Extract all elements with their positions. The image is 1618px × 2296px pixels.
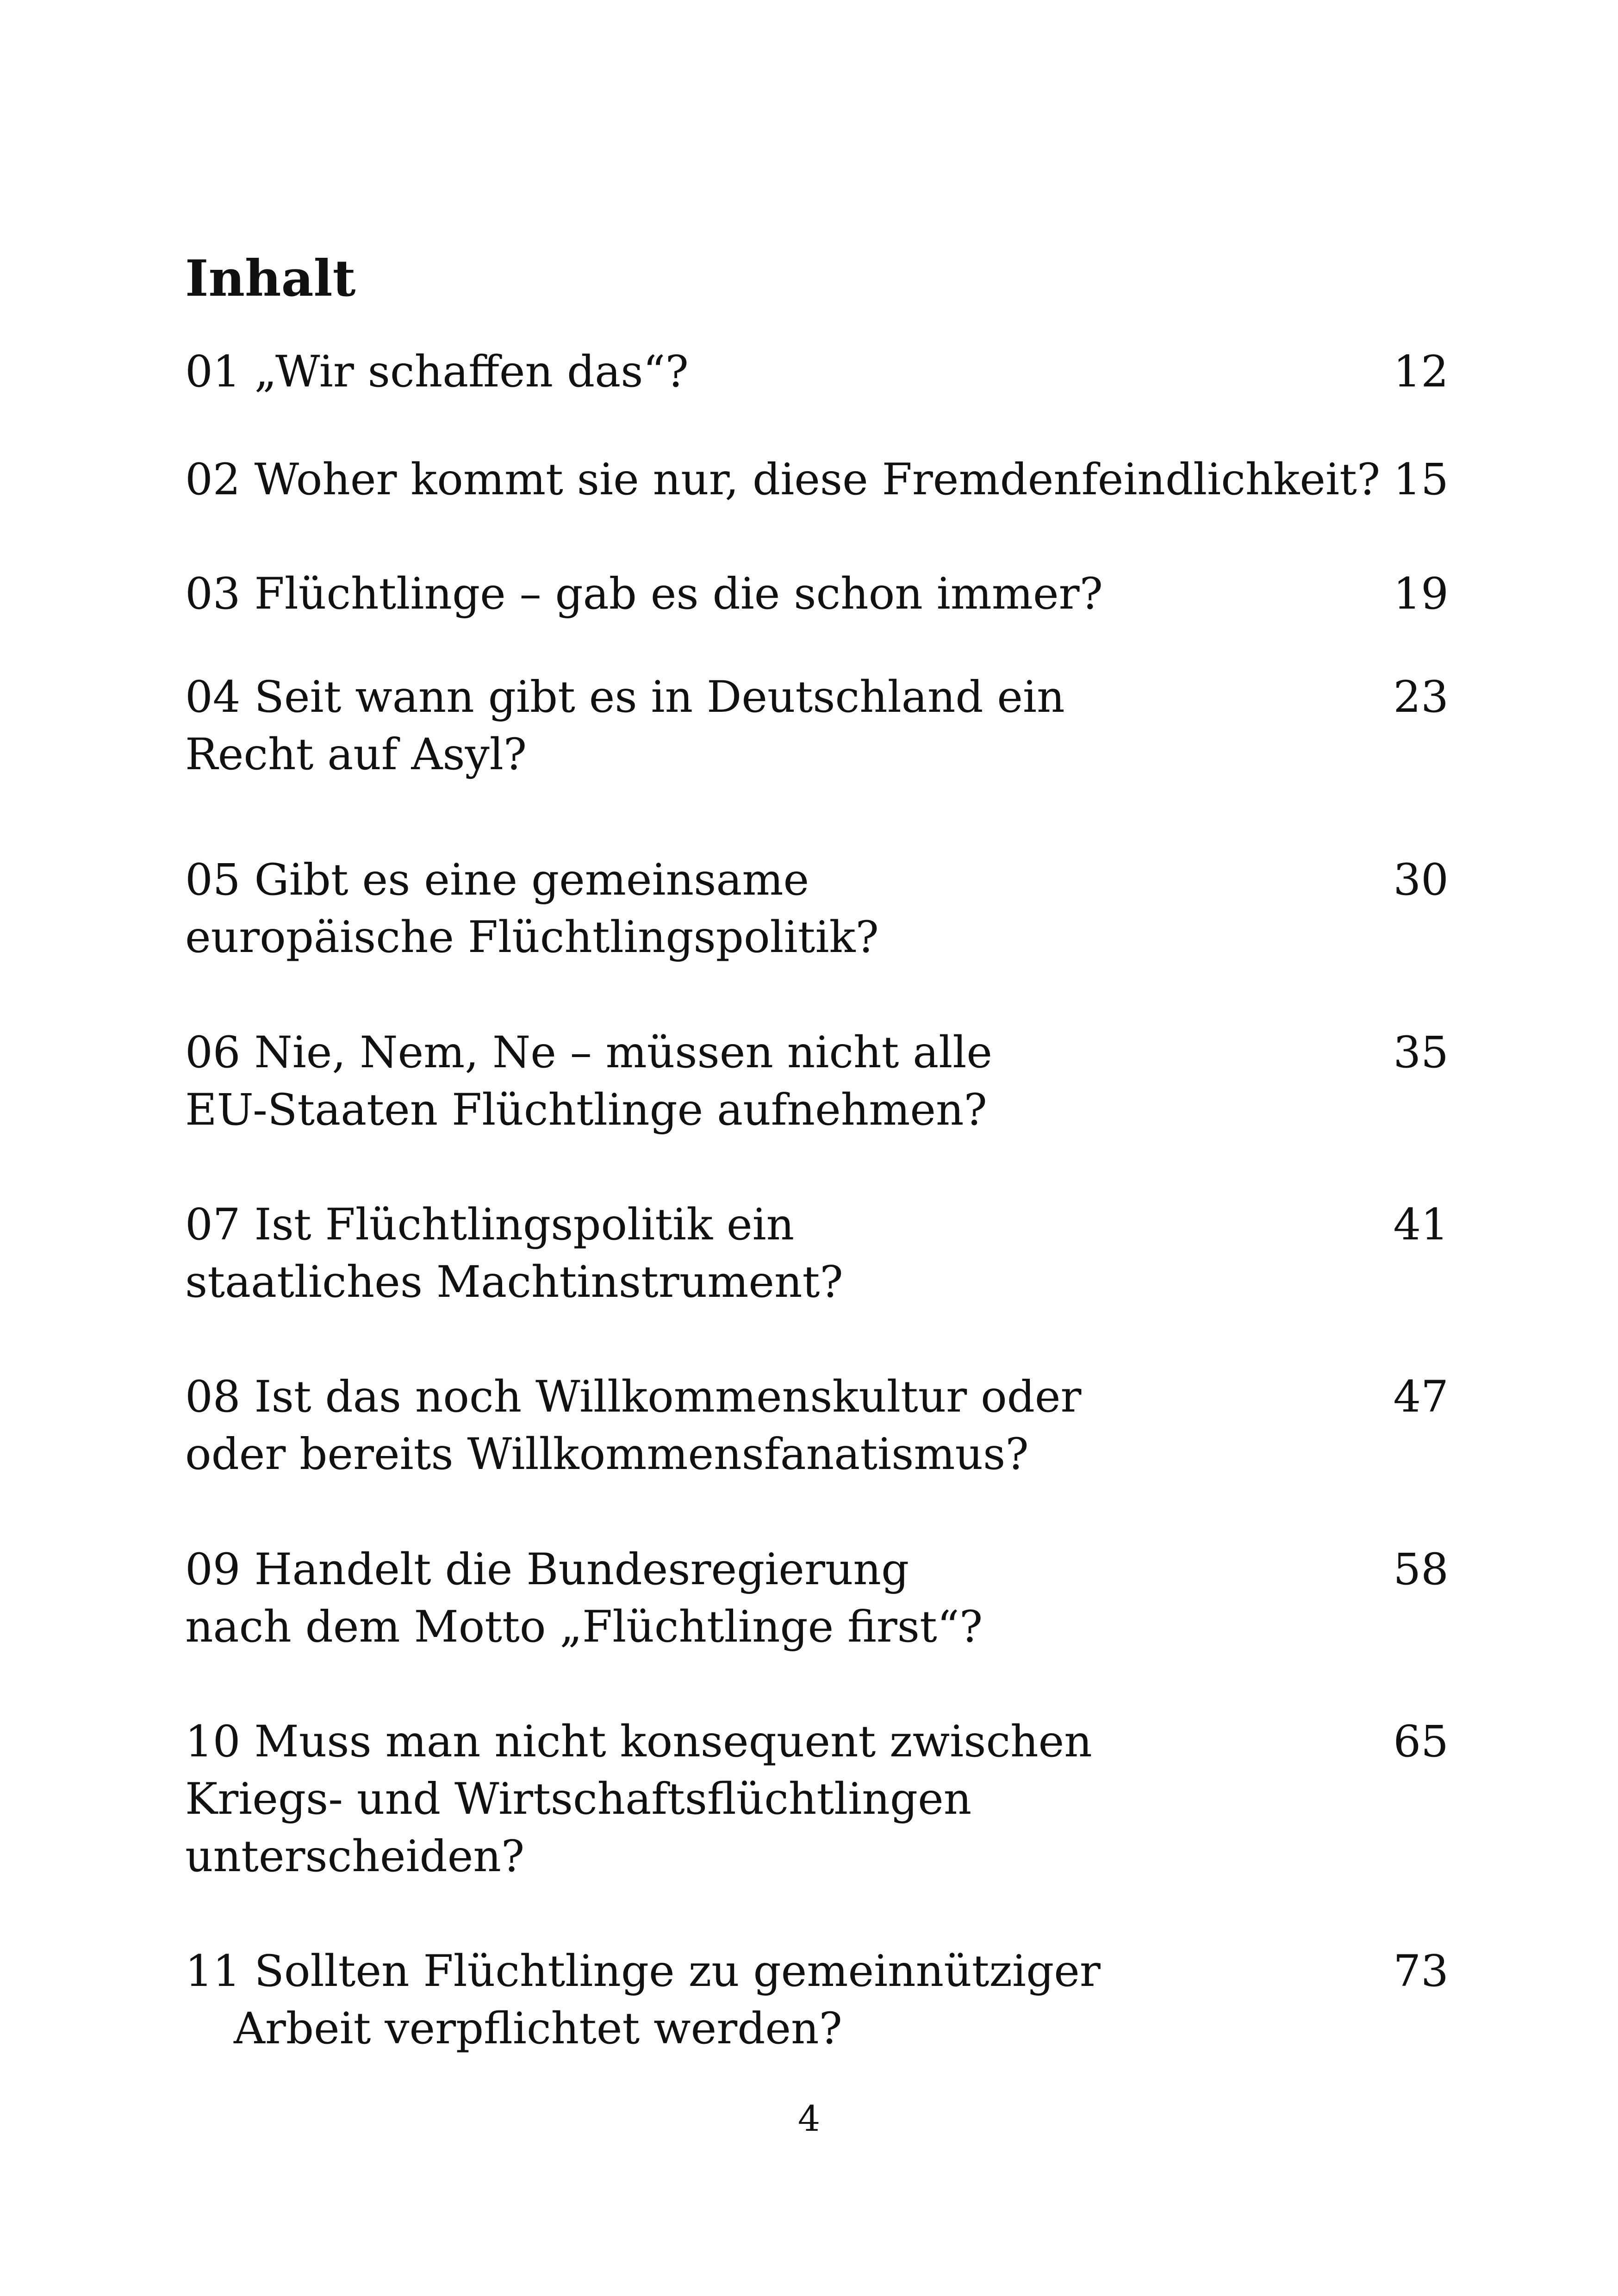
toc-page-number: 19 xyxy=(1393,569,1449,619)
toc-entry-title: 06 Nie, Nem, Ne – müssen nicht alle xyxy=(185,1027,993,1078)
toc-entry-title-continued: Kriegs- und Wirtschaftsflüchtlingen xyxy=(185,1774,972,1824)
page-number: 4 xyxy=(797,2098,821,2139)
toc-page-number: 47 xyxy=(1393,1372,1449,1422)
toc-entry-title: 10 Muss man nicht konsequent zwischen xyxy=(185,1717,1092,1767)
toc-entry-title-continued: europäische Flüchtlingspolitik? xyxy=(185,912,879,963)
toc-entry-title-continued: oder bereits Willkommensfanatismus? xyxy=(185,1429,1029,1480)
toc-entry-09 xyxy=(185,1541,1449,1656)
toc-page-number: 12 xyxy=(1393,347,1449,397)
toc-entry-08 xyxy=(185,1369,1449,1483)
toc-entry-title: 04 Seit wann gibt es in Deutschland ein xyxy=(185,672,1065,722)
toc-entry-10 xyxy=(185,1713,1449,1885)
toc-entry-04 xyxy=(185,669,1449,784)
page-title: Inhalt xyxy=(185,249,356,308)
toc-entry-title-continued: EU-Staaten Flüchtlinge aufnehmen? xyxy=(185,1085,987,1135)
toc-page-number: 23 xyxy=(1393,672,1449,722)
toc-entry-title: 09 Handelt die Bundesregierung xyxy=(185,1544,909,1595)
toc-entry-title: 01 „Wir schaffen das“? xyxy=(185,347,689,397)
toc-entry-title-continued: Arbeit verpflichtet werden? xyxy=(234,2004,842,2054)
toc-entry-title: 02 Woher kommt sie nur, diese Fremdenfeindlichkeit? xyxy=(185,454,1381,505)
toc-entry-title: 05 Gibt es eine gemeinsame xyxy=(185,855,809,905)
toc-page-number: 41 xyxy=(1393,1200,1449,1250)
toc-entry-07 xyxy=(185,1196,1449,1311)
toc-entry-title-continued: Recht auf Asyl? xyxy=(185,729,527,780)
toc-entry-title: 11 Sollten Flüchtlinge zu gemeinnütziger xyxy=(185,1946,1101,1997)
toc-entry-title-continued: nach dem Motto „Flüchtlinge first“? xyxy=(185,1602,983,1652)
toc-entry-02 xyxy=(185,451,1449,509)
toc-page-number: 73 xyxy=(1393,1946,1449,1997)
toc-entry-01 xyxy=(185,343,1449,401)
toc-entry-title-continued: staatliches Machtinstrument? xyxy=(185,1257,843,1307)
toc-entry-05 xyxy=(185,852,1449,966)
toc-page-number: 65 xyxy=(1393,1717,1449,1767)
toc-entry-title: 03 Flüchtlinge – gab es die schon immer? xyxy=(185,569,1103,619)
toc-page-number: 30 xyxy=(1393,855,1449,905)
toc-page-number: 15 xyxy=(1393,454,1449,505)
toc-entry-03 xyxy=(185,566,1449,623)
toc-page-number: 58 xyxy=(1393,1544,1449,1595)
toc-entry-title: 08 Ist das noch Willkommenskultur oder xyxy=(185,1372,1082,1422)
toc-entry-title: 07 Ist Flüchtlingspolitik ein xyxy=(185,1200,795,1250)
toc-entry-title-continued: unterscheiden? xyxy=(185,1831,525,1882)
toc-entry-06 xyxy=(185,1024,1449,1139)
toc-page-number: 35 xyxy=(1393,1027,1449,1078)
toc-entry-11 xyxy=(185,1943,1449,2058)
